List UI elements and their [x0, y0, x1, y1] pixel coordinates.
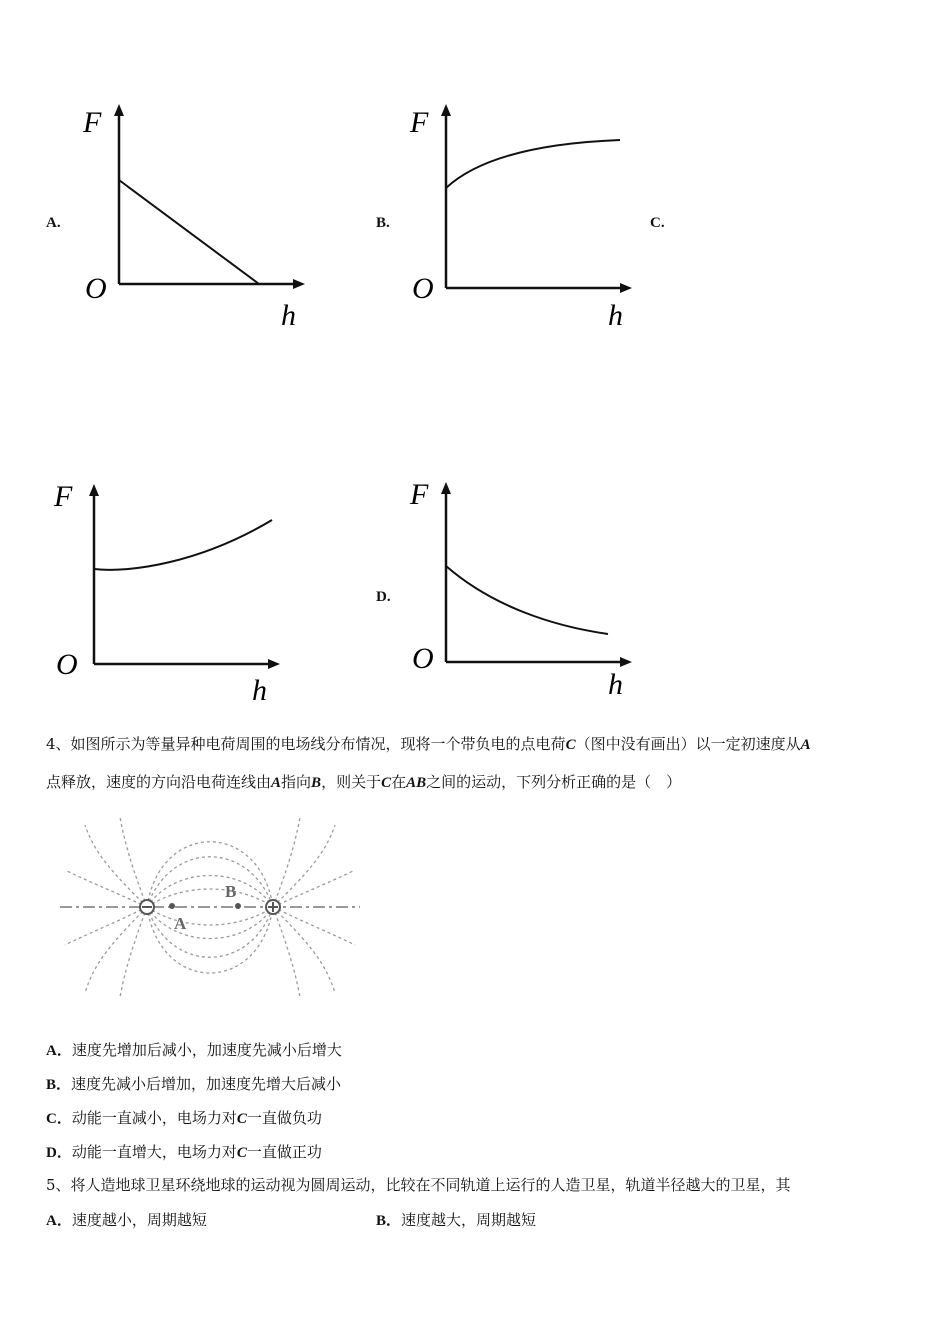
q5-option-b[interactable]: B．速度越大，周期越短	[376, 1211, 537, 1229]
point-a	[169, 903, 175, 909]
option-label-d: D.	[376, 589, 391, 605]
electric-field-figure	[55, 815, 365, 1000]
point-a-label: A	[174, 914, 187, 933]
graph-a	[75, 100, 315, 340]
q5-stem: 5、将人造地球卫星环绕地球的运动视为圆周运动，比较在不同轨道上运行的人造卫星，轨道半径越大的卫星，其	[46, 1176, 791, 1194]
q4-option-a[interactable]: A．速度先增加后减小，加速度先减小后增大	[46, 1041, 342, 1059]
graph-c-y-label: F	[54, 480, 73, 513]
q4-option-c[interactable]: C．动能一直减小，电场力对C一直做负功	[46, 1109, 322, 1127]
q5-option-a[interactable]: A．速度越小，周期越短	[46, 1211, 207, 1229]
graph-c	[50, 478, 290, 708]
graph-c-curve	[94, 520, 272, 570]
q4-stem-line1: 4、如图所示为等量异种电荷周围的电场线分布情况，现将一个带负电的点电荷C（图中没有画出）以一定初速度从A	[46, 735, 811, 753]
graph-c-x-label: h	[252, 674, 267, 707]
graph-d-y-label: F	[410, 478, 429, 511]
point-b	[235, 903, 241, 909]
q4-number: 4、	[46, 735, 71, 753]
graph-b-origin-label: O	[412, 272, 434, 305]
graph-a-curve	[119, 180, 259, 284]
graph-b-x-label: h	[608, 299, 623, 332]
graph-b-y-label: F	[410, 106, 429, 139]
graph-c-origin-label: O	[56, 648, 78, 681]
option-label-a: A.	[46, 215, 61, 231]
graph-a-y-label: F	[83, 106, 102, 139]
q4-option-d[interactable]: D．动能一直增大，电场力对C一直做正功	[46, 1143, 322, 1161]
graph-d-x-label: h	[608, 668, 623, 701]
option-label-b: B.	[376, 215, 390, 231]
q4-option-b[interactable]: B．速度先减小后增加，加速度先增大后减小	[46, 1075, 342, 1093]
point-b-label: B	[225, 882, 237, 901]
graph-a-x-label: h	[281, 299, 296, 332]
graph-d-curve	[446, 566, 608, 634]
q4-stem-line2: 点释放，速度的方向沿电荷连线由A指向B，则关于C在AB之间的运动，下列分析正确的是（ ）	[46, 773, 682, 791]
option-label-c: C.	[650, 215, 665, 231]
graph-a-origin-label: O	[85, 272, 107, 305]
graph-b-curve	[446, 140, 620, 188]
graph-d	[402, 476, 642, 706]
graph-b	[402, 100, 642, 340]
graph-d-origin-label: O	[412, 642, 434, 675]
